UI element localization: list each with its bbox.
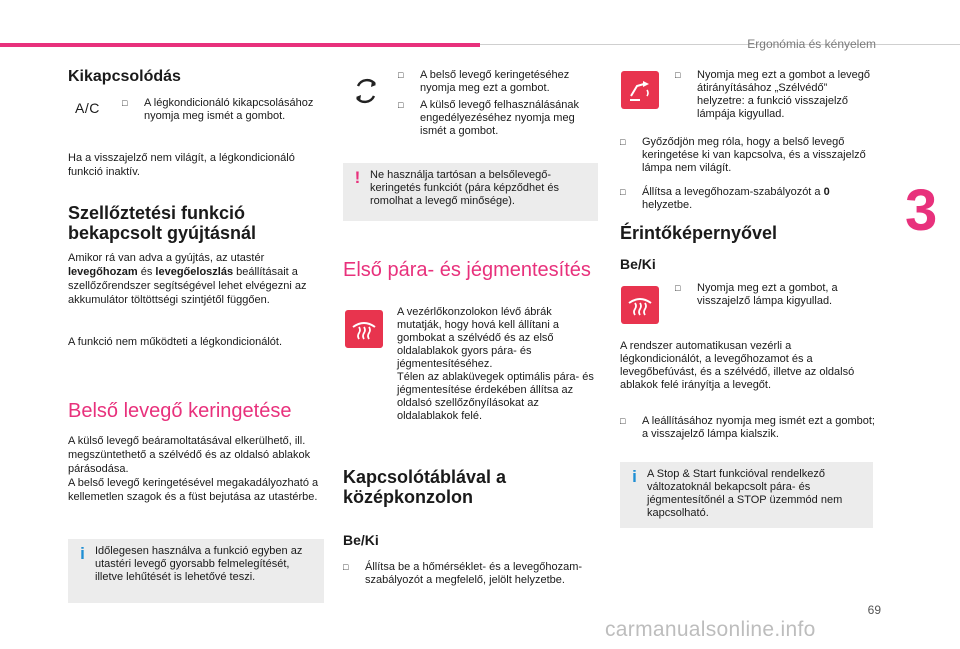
info-icon: i <box>632 467 637 486</box>
ac-icon: A/C <box>75 100 100 116</box>
touch-bullet: □ Nyomja meg ezt a gombot, a visszajelző lámpa kigyullad. <box>675 282 838 307</box>
info-icon: i <box>80 544 85 563</box>
beki-bullet: □ Állítsa be a hőmérséklet- és a levegőhozam-szabályozót a megfelelő, jelölt helyzetbe. <box>343 561 583 586</box>
watermark: carmanualsonline.info <box>605 618 816 641</box>
heading-belso-levego: Belső levegő keringetése <box>68 400 292 422</box>
arrow-bullet-icon: □ <box>398 100 404 110</box>
belso-paragraph: A külső levegő beáramoltatásával elkerülhető, ill. megszüntethető a szélvédő és az oldalsó ablakok párásodása. A belső levegő keringetésével megakadályozható a kellemetlen szagok és a füst bejutása az utastérbe. <box>68 435 319 503</box>
info-note-belso: i Időlegesen használva a funkció egyben az utastéri levegő gyorsabb felmelegítését, illetve lehűtését is lehetővé teszi. <box>68 539 324 603</box>
section-title: Ergonómia és kényelem <box>747 37 876 51</box>
heading-szellozes: Szellőztetési funkció bekapcsolt gyújtásnál <box>68 203 257 243</box>
szell-paragraph: Amikor rá van adva a gyújtás, az utastér levegőhozam és levegőeloszlás beállításait a szellőzőrendszer segítségével lehet elvégezni az akkumulátor töltöttségi szintjétől függően. <box>68 252 307 306</box>
heading-be-ki-2: Be/Ki <box>620 256 656 272</box>
windshield-defrost-touch-icon <box>621 286 659 324</box>
heading-be-ki-1: Be/Ki <box>343 532 379 548</box>
check-bullet: □ Győződjön meg róla, hogy a belső levegő keringetése ki van kapcsolva, és a visszajelző lámpa nem világít. <box>620 136 866 174</box>
header-rule <box>480 44 960 45</box>
ac-paragraph: Ha a visszajelző nem világít, a légkondicionáló funkció inaktív. <box>68 152 295 178</box>
warning-note: ! Ne használja tartósan a belsőlevegő-keringetés funkciót (pára képződhet és romolhat a levegő minősége). <box>343 163 598 221</box>
arrow-bullet-icon: □ <box>620 187 626 197</box>
elso-paragraph: A vezérlőkonzolokon lévő ábrák mutatják, hogy hová kell állítani a gombokat a szélvédő és az első oldalablakok gyors pára- és jégmentesítéséhez. Télen az ablaküvegek optimális pára- és jégmentesítése érdekében állítsa az oldalsó szellőzőnyílásokat az oldalablakok felé. <box>397 306 594 422</box>
windshield-defrost-button-icon <box>345 310 383 348</box>
auto-paragraph: A rendszer automatikusan vezérli a légkondicionálót, a levegőhozamot és a levegőbefúvást, és a szélvédő, illetve az oldalsó ablakok felé irányítja a levegőt. <box>620 340 855 391</box>
ac-bullet: □ A légkondicionáló kikapcsolásához nyomja meg ismét a gombot. <box>122 97 314 122</box>
arrow-bullet-icon: □ <box>675 70 681 80</box>
szell-paragraph-2: A funkció nem működteti a légkondicionálót. <box>68 336 283 348</box>
info-note-stopstart: i A Stop & Start funkcióval rendelkező változatoknál bekapcsolt pára- és jégmentesítőnél a STOP üzemmód nem kapcsolható. <box>620 462 873 528</box>
exclamation-icon: ! <box>354 168 361 187</box>
defrost-bullet: □ Nyomja meg ezt a gombot a levegő átirányításához „Szélvédő” helyzetre: a funkció visszajelző lámpája kigyullad. <box>675 69 871 120</box>
arrow-bullet-icon: □ <box>122 98 128 108</box>
chapter-number: 3 <box>905 178 938 243</box>
heading-kikapcsolodas: Kikapcsolódás <box>68 68 181 85</box>
heading-kapcsolotabla: Kapcsolótáblával a középkonzolon <box>343 467 507 507</box>
arrow-bullet-icon: □ <box>620 416 626 426</box>
recirculation-icon <box>350 75 382 107</box>
arrow-bullet-icon: □ <box>675 283 681 293</box>
arrow-bullet-icon: □ <box>620 137 626 147</box>
heading-erintokepernyo: Érintőképernyővel <box>620 223 778 243</box>
recirc-bullet-1: □ A belső levegő keringetéséhez nyomja meg ezt a gombot. <box>398 69 570 94</box>
header-accent-bar <box>0 43 480 47</box>
page-number: 69 <box>867 603 881 617</box>
off-bullet: □ A leállításához nyomja meg ismét ezt a gombot; a visszajelző lámpa kialszik. <box>620 415 875 440</box>
recirc-bullet-2: □ A külső levegő felhasználásának engedélyezéséhez nyomja meg ismét a gombot. <box>398 99 579 137</box>
arrow-bullet-icon: □ <box>343 562 349 572</box>
set-zero-bullet: □ Állítsa a levegőhozam-szabályozót a 0 helyzetbe. <box>620 186 830 211</box>
heading-elso-para: Első pára- és jégmentesítés <box>343 259 591 281</box>
arrow-bullet-icon: □ <box>398 70 404 80</box>
windshield-airflow-button-icon <box>621 71 659 109</box>
